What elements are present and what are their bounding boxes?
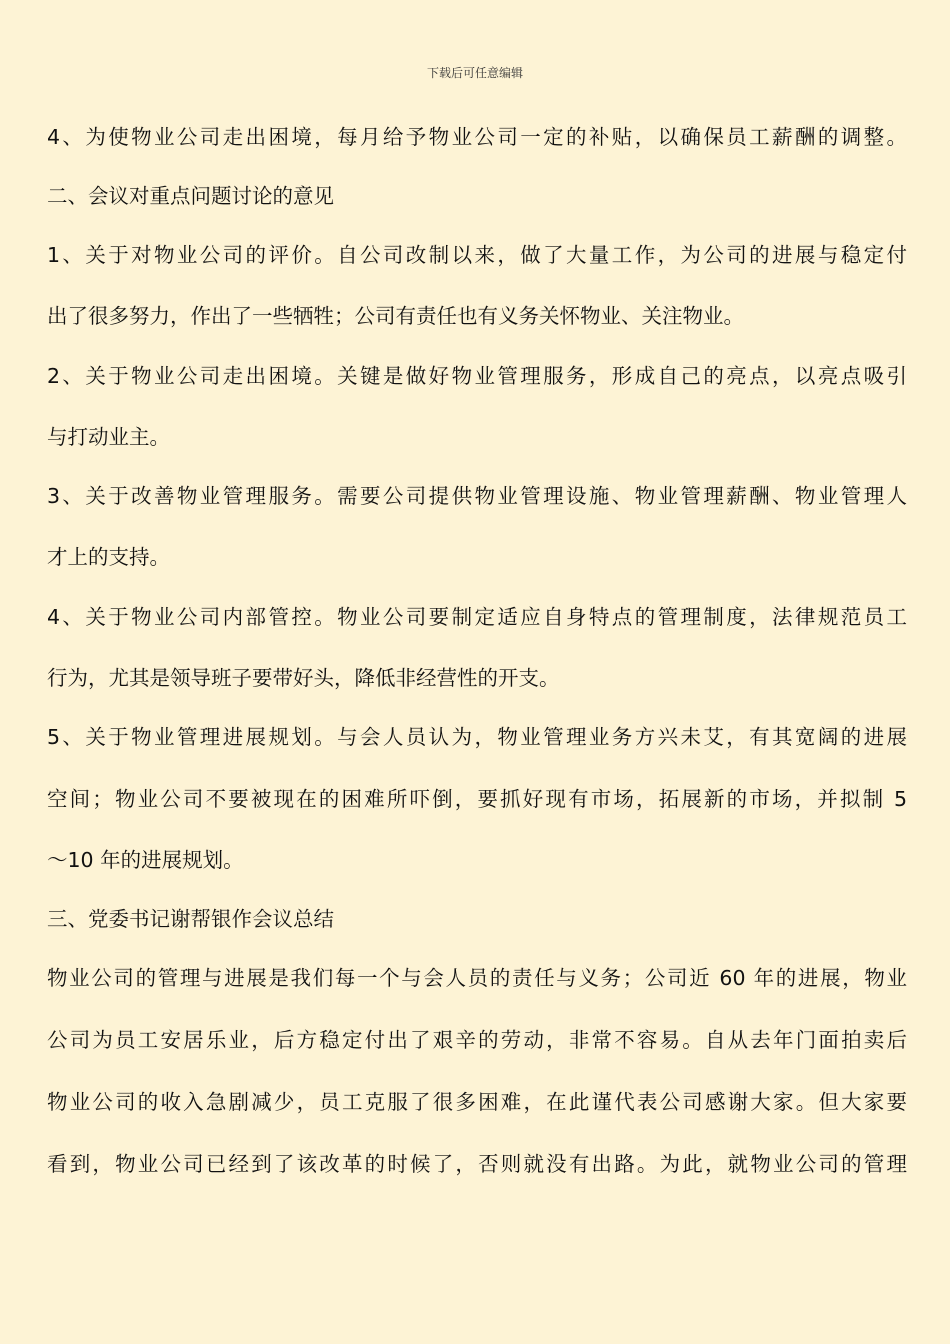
paragraph-line: 物业公司的收入急剧减少，员工克服了很多困难，在此谨代表公司感谢大家。但大家要: [47, 1090, 907, 1114]
paragraph-line: 看到，物业公司已经到了该改革的时候了，否则就没有出路。为此，就物业公司的管理: [47, 1152, 907, 1176]
paragraph-line: 物业公司的管理与进展是我们每一个与会人员的责任与义务；公司近 60 年的进展，物业: [47, 966, 907, 990]
paragraph-line: 出了很多努力，作出了一些牺牲；公司有责任也有义务关怀物业、关注物业。: [47, 304, 744, 328]
paragraph-line: 4、关于物业公司内部管控。物业公司要制定适应自身特点的管理制度，法律规范员工: [47, 605, 907, 629]
paragraph-line: 2、关于物业公司走出困境。关键是做好物业管理服务，形成自己的亮点，以亮点吸引: [47, 364, 907, 388]
paragraph-line: 1、关于对物业公司的评价。自公司改制以来，做了大量工作，为公司的进展与稳定付: [47, 243, 907, 267]
paragraph-line: 与打动业主。: [47, 425, 170, 449]
section-heading: 三、党委书记谢帮银作会议总结: [47, 907, 334, 931]
page-header: 下载后可任意编辑: [426, 66, 523, 80]
paragraph-line: 4、为使物业公司走出困境，每月给予物业公司一定的补贴，以确保员工薪酬的调整。: [47, 125, 907, 149]
section-heading: 二、会议对重点问题讨论的意见: [47, 184, 334, 208]
paragraph-line: ～10 年的进展规划。: [47, 848, 244, 872]
paragraph-line: 5、关于物业管理进展规划。与会人员认为，物业管理业务方兴未艾，有其宽阔的进展: [47, 725, 907, 749]
paragraph-line: 公司为员工安居乐业，后方稳定付出了艰辛的劳动，非常不容易。自从去年门面拍卖后: [47, 1028, 907, 1052]
paragraph-line: 3、关于改善物业管理服务。需要公司提供物业管理设施、物业管理薪酬、物业管理人: [47, 484, 907, 508]
paragraph-line: 才上的支持。: [47, 545, 170, 569]
paragraph-line: 行为，尤其是领导班子要带好头，降低非经营性的开支。: [47, 666, 560, 690]
paragraph-line: 空间；物业公司不要被现在的困难所吓倒，要抓好现有市场，拓展新的市场，并拟制 5: [47, 787, 907, 811]
